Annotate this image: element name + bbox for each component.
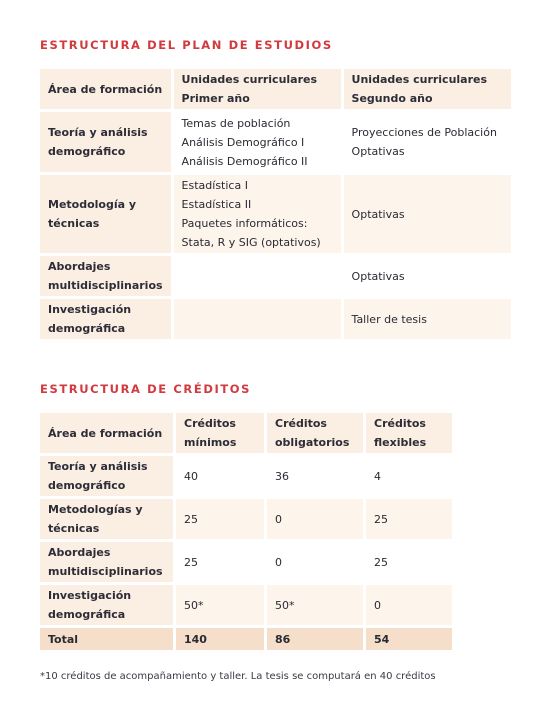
row-label: Metodologías y técnicas [40, 499, 173, 539]
header-cell: Créditos flexibles [366, 413, 452, 453]
total-row [40, 628, 452, 650]
total-label: Total [40, 628, 173, 650]
table-cell: 36 [267, 456, 363, 496]
table-cell [174, 299, 341, 339]
header-cell: Unidades curriculares Segundo año [344, 69, 511, 109]
table-cell: 25 [176, 542, 264, 582]
table-cell: 0 [366, 585, 452, 625]
total-cell: 86 [267, 628, 363, 650]
total-cell: 140 [176, 628, 264, 650]
plan-table [37, 66, 514, 342]
table-cell: Proyecciones de Población Optativas [344, 112, 511, 172]
table-row [40, 256, 511, 296]
table-row [40, 585, 452, 625]
header-cell: Área de formación [40, 69, 171, 109]
table-cell: 25 [366, 542, 452, 582]
table-cell: 25 [366, 499, 452, 539]
row-label: Metodología y técnicas [40, 175, 171, 253]
row-label: Investigación demográfica [40, 585, 173, 625]
header-cell: Créditos mínimos [176, 413, 264, 453]
table-cell: Optativas [344, 175, 511, 253]
row-label: Teoría y análisis demográfico [40, 456, 173, 496]
header-cell: Créditos obligatorios [267, 413, 363, 453]
table-cell: 50* [176, 585, 264, 625]
row-label: Abordajes multidisciplinarios [40, 256, 171, 296]
table-cell: 40 [176, 456, 264, 496]
row-label: Teoría y análisis demográfico [40, 112, 171, 172]
table-cell: Optativas [344, 256, 511, 296]
header-cell: Unidades curriculares Primer año [174, 69, 341, 109]
table-cell: 0 [267, 542, 363, 582]
total-cell: 54 [366, 628, 452, 650]
table-header-row [40, 413, 452, 453]
table-row [40, 456, 452, 496]
plan-section-title: ESTRUCTURA DEL PLAN DE ESTUDIOS [40, 38, 333, 52]
table-row [40, 499, 452, 539]
footnote: *10 créditos de acompañamiento y taller. La tesis se computará en 40 créditos [40, 671, 436, 682]
table-row [40, 175, 511, 253]
table-header-row [40, 69, 511, 109]
row-label: Abordajes multidisciplinarios [40, 542, 173, 582]
table-cell: Temas de población Análisis Demográfico I Análisis Demográfico II [174, 112, 341, 172]
row-label: Investigación demográfica [40, 299, 171, 339]
table-row [40, 112, 511, 172]
table-cell: Estadística I Estadística II Paquetes informáticos: Stata, R y SIG (optativos) [174, 175, 341, 253]
table-cell [174, 256, 341, 296]
table-cell: 50* [267, 585, 363, 625]
table-cell: 0 [267, 499, 363, 539]
table-cell: Taller de tesis [344, 299, 511, 339]
table-row [40, 542, 452, 582]
credits-section-title: ESTRUCTURA DE CRÉDITOS [40, 382, 252, 396]
table-cell: 4 [366, 456, 452, 496]
credits-table [37, 410, 455, 653]
table-cell: 25 [176, 499, 264, 539]
header-cell: Área de formación [40, 413, 173, 453]
table-row [40, 299, 511, 339]
